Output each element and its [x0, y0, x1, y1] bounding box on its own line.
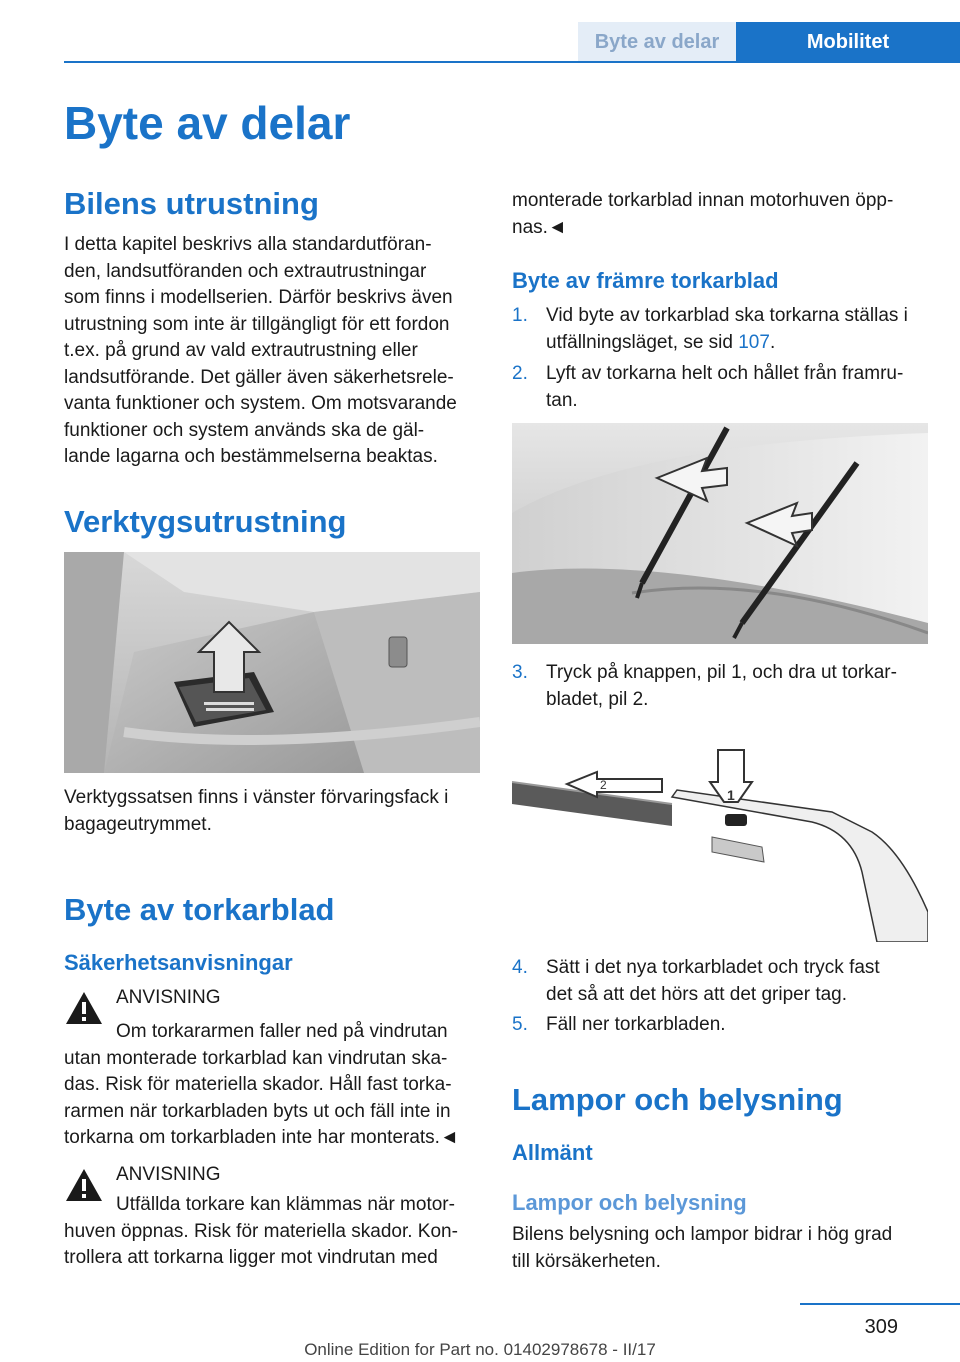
text-line: det så att det hörs att det griper tag. [546, 983, 848, 1005]
paragraph-lampor [512, 1222, 932, 1275]
trunk-illustration [64, 552, 480, 773]
text-line: vanta funktioner och system. Om motsvarande [64, 393, 457, 414]
text-line: monterade torkarblad innan motorhuven öpp- [512, 190, 894, 211]
text-line: Vid byte av torkarblad ska torkarna ställas i [546, 305, 908, 326]
text-line: Lyft av torkarna helt och hållet från framru- [546, 363, 904, 384]
text-line [546, 330, 926, 357]
page-number: 309 [864, 1316, 898, 1338]
figure-wiper-blade-release [512, 742, 928, 942]
text-line: rarmen när torkarbladen byts ut och fäll inte in [64, 1100, 451, 1122]
text-line: landsutförande. Det gäller även säkerhetsrele- [64, 366, 454, 388]
text-line: funktioner och system används ska de gäl- [64, 419, 425, 441]
warning1-text [64, 1019, 484, 1152]
text-line: nas.◄ [512, 216, 567, 238]
text-fragment: . [769, 331, 776, 353]
header-chapter-tab[interactable]: Mobilitet [736, 22, 960, 63]
text-fragment: utfällningsläget, se sid [546, 331, 739, 353]
heading-verktygsutrustning: Verktygsutrustning [64, 504, 347, 539]
paragraph-bilens-utrustning [64, 232, 484, 471]
text-line: Om torkararmen faller ned på vindrutan [116, 1021, 448, 1042]
wiper-illustration [512, 423, 928, 644]
text-line: trollera att torkarna ligger mot vindrutan med [64, 1247, 438, 1268]
header-rule [64, 61, 960, 63]
footer-rule [800, 1303, 960, 1305]
step-number: 5. [512, 1014, 528, 1035]
paragraph-continuation [512, 188, 932, 241]
text-line: bagageutrymmet. [64, 813, 212, 835]
text-line: Sätt i det nya torkarbladet och tryck fast [546, 957, 880, 978]
text-line: tan. [546, 389, 578, 411]
text-line: som finns i modellserien. Därför beskrivs även [64, 287, 453, 308]
text-line: huven öppnas. Risk för materiella skador. Kon- [64, 1220, 458, 1242]
text-line: I detta kapitel beskrivs alla standardutföran- [64, 234, 432, 255]
text-line: bladet, pil 2. [546, 688, 649, 710]
text-line: t.ex. på grund av vald extrautrustning eller [64, 340, 418, 361]
text-line: lande lagarna och bestämmelserna beaktas. [64, 446, 438, 467]
figure-tool-compartment [64, 552, 480, 773]
heading-lampor-och-belysning: Lampor och belysning [512, 1082, 843, 1117]
page-link-107[interactable]: 107 [738, 331, 770, 353]
header-section-tab[interactable]: Byte av delar [578, 22, 736, 61]
text-line: Fäll ner torkarbladen. [546, 1014, 726, 1035]
text-line: utrustning som inte är tillgängligt för ett fordon [64, 313, 450, 335]
subheading-lampor-och-belysning: Lampor och belysning [512, 1190, 747, 1215]
text-line: utan monterade torkarblad kan vindrutan ska- [64, 1047, 448, 1069]
text-line: Tryck på knappen, pil 1, och dra ut torkar- [546, 662, 897, 683]
text-line: den, landsutföranden och extrautrustningar [64, 260, 427, 282]
heading-allmant: Allmänt [512, 1140, 593, 1165]
arrow-label-1: 1 [727, 787, 735, 803]
caption-tool-compartment [64, 785, 484, 838]
wiper-blade-illustration [512, 742, 928, 942]
page-title: Byte av delar [64, 97, 351, 149]
step-number: 1. [512, 305, 528, 326]
heading-bilens-utrustning: Bilens utrustning [64, 186, 319, 221]
step-number: 3. [512, 662, 528, 683]
text-line: das. Risk för materiella skador. Håll fast torka- [64, 1074, 452, 1095]
warning2-label: ANVISNING [116, 1164, 221, 1185]
figure-windscreen-wipers [512, 423, 928, 644]
warning2-text [64, 1192, 484, 1272]
text-line: torkarna om torkarbladen inte har monterats.◄ [64, 1127, 459, 1148]
step-number: 2. [512, 363, 528, 384]
warning1-label: ANVISNING [116, 987, 221, 1008]
heading-sakerhetsanvisningar: Säkerhetsanvisningar [64, 950, 293, 975]
text-line: Bilens belysning och lampor bidrar i hög grad [512, 1224, 893, 1245]
text-line: till körsäkerheten. [512, 1250, 661, 1272]
text-line: Utfällda torkare kan klämmas när motor- [116, 1194, 455, 1215]
heading-byte-av-torkarblad: Byte av torkarblad [64, 892, 335, 927]
footer-edition: Online Edition for Part no. 01402978678 - II/17 [304, 1340, 656, 1359]
heading-byte-av-framre-torkarblad: Byte av främre torkarblad [512, 268, 779, 293]
text-line: Verktygssatsen finns i vänster förvaringsfack i [64, 787, 449, 808]
arrow-label-2: 2 [600, 778, 607, 792]
step-number: 4. [512, 957, 528, 978]
